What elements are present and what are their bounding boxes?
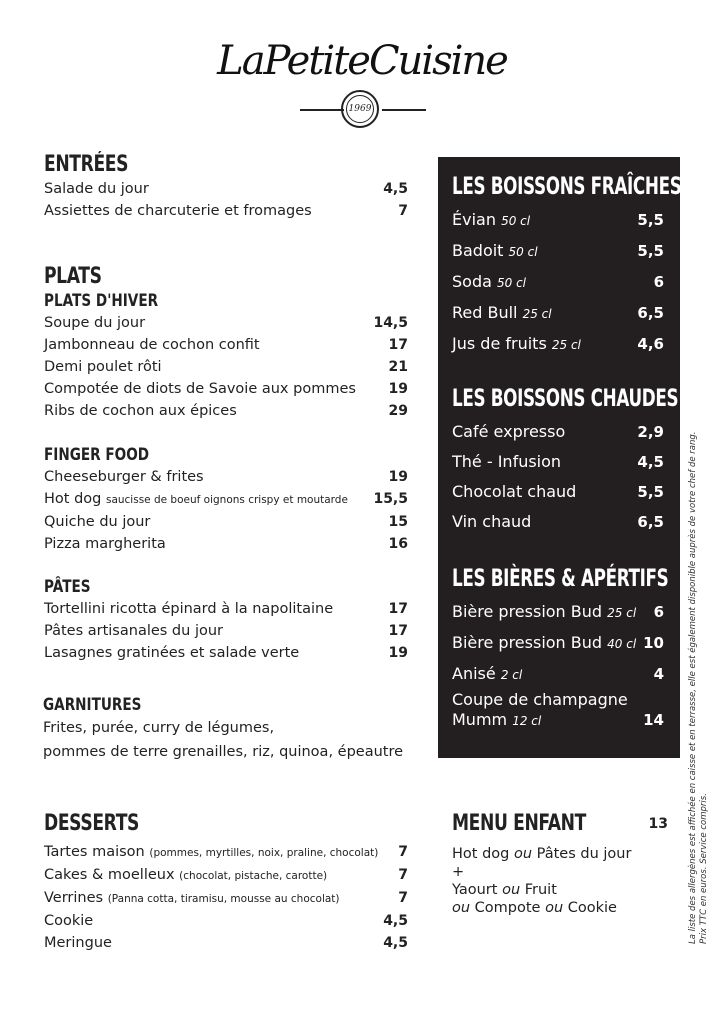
item-note: 25 cl [607, 606, 637, 620]
item-label [44, 533, 166, 555]
section-title-wrap [44, 811, 408, 837]
section-title: GARNITURES [43, 695, 142, 715]
item-label [452, 267, 526, 298]
item-label [452, 597, 636, 628]
item-name: Tartes maison [44, 844, 145, 860]
section-desserts [44, 811, 408, 954]
menu-item [44, 178, 408, 200]
item-label [44, 378, 356, 400]
item-note: (pommes, myrtilles, noix, praline, chocolat) [149, 847, 379, 859]
item-price: 4 [653, 665, 664, 683]
menu-item [452, 477, 664, 507]
section-boissons-chaudes [452, 384, 679, 537]
item-name: Assiettes de charcuterie et fromages [44, 203, 312, 219]
item-price: 14 [643, 711, 664, 729]
section-finger-food [44, 444, 408, 555]
menu-item [44, 598, 408, 620]
item-label [44, 488, 348, 511]
item-label [44, 334, 260, 356]
item-price: 4,5 [383, 935, 408, 951]
item-price: 21 [388, 359, 408, 375]
item-price: 6 [653, 603, 664, 621]
item-name: Tortellini ricotta épinard à la napolitaine [44, 601, 334, 617]
item-price: 14,5 [373, 315, 408, 331]
item-label [452, 447, 561, 476]
item-price: 4,6 [637, 335, 664, 353]
section-pates [44, 576, 408, 664]
or-text: ou [452, 900, 471, 916]
menu-item [44, 620, 408, 642]
section-title: MENU ENFANT [452, 811, 586, 836]
item-price: 16 [388, 536, 408, 552]
garnitures-text: pommes de terre grenailles, riz, quinoa, épeautre [43, 744, 404, 760]
item-price: 4,5 [383, 913, 408, 929]
menu-item [44, 200, 408, 222]
menu-item [44, 334, 408, 356]
or-text: ou [545, 900, 564, 916]
item-label [452, 417, 565, 446]
item-note: 50 cl [508, 245, 538, 259]
stamp-year: 1969 [348, 104, 372, 114]
divider [382, 109, 426, 111]
item-name: Red Bull [452, 303, 518, 322]
item-label [452, 628, 636, 659]
menu-item [452, 417, 664, 447]
item-price: 15 [388, 514, 408, 530]
item-label [44, 356, 162, 378]
kid-option: Yaourt [452, 882, 498, 898]
menu-item [44, 488, 408, 511]
item-name: Coupe de champagne [452, 690, 628, 709]
item-price: 19 [388, 645, 408, 661]
item-price: 7 [398, 203, 408, 219]
menu-item [44, 533, 408, 555]
item-name: Mumm [452, 710, 508, 729]
allergen-notice [688, 432, 710, 944]
item-name: Verrines [44, 890, 104, 906]
section-subtitle-wrap [44, 290, 408, 312]
or-text: ou [502, 882, 521, 898]
section-bieres [452, 564, 669, 690]
item-price: 19 [388, 381, 408, 397]
menu-item [452, 628, 664, 659]
item-price: 5,5 [637, 211, 664, 229]
item-label [44, 178, 149, 200]
item-price: 10 [643, 634, 664, 652]
item-label [44, 620, 223, 642]
item-label [44, 312, 145, 334]
menu-item [452, 298, 664, 329]
plus-text: + [452, 864, 465, 880]
divider [300, 109, 344, 111]
menu-item [452, 659, 664, 690]
item-note: 50 cl [497, 276, 527, 290]
item-name: Bière pression Bud [452, 633, 603, 652]
kid-option: Hot dog [452, 846, 510, 862]
section-title-wrap [44, 264, 408, 290]
item-name: Cookie [44, 913, 94, 929]
item-label [44, 841, 378, 864]
item-price: 13 [648, 816, 668, 832]
item-label [44, 466, 204, 488]
or-text: ou [513, 846, 533, 862]
section-title: DESSERTS [44, 811, 140, 836]
section-subtitle-wrap [44, 576, 408, 598]
item-note: 25 cl [522, 307, 552, 321]
section-menu-enfant [452, 811, 668, 917]
menu-item [44, 910, 408, 932]
section-title: LES BOISSONS CHAUDES [452, 384, 679, 412]
menu-item [44, 841, 408, 864]
item-label [452, 477, 576, 506]
item-price: 17 [388, 601, 408, 617]
item-price: 17 [388, 623, 408, 639]
section-title: LES BOISSONS FRAÎCHES [452, 172, 682, 200]
section-title-wrap [452, 384, 679, 412]
item-label [44, 200, 312, 222]
item-name: Quiche du jour [44, 514, 151, 530]
item-label [44, 932, 112, 954]
item-price: 6,5 [637, 304, 664, 322]
section-title-wrap [44, 152, 408, 178]
menu-item [44, 887, 408, 910]
item-name: Cakes & moelleux [44, 867, 175, 883]
item-name: Soda [452, 272, 492, 291]
menu-item [44, 511, 408, 533]
item-note: (chocolat, pistache, carotte) [179, 870, 328, 882]
item-label [452, 298, 552, 329]
item-price: 29 [388, 403, 408, 419]
item-label [44, 511, 150, 533]
section-plats [44, 264, 408, 422]
menu-item [44, 378, 408, 400]
item-note: (Panna cotta, tiramisu, mousse au chocolat) [107, 893, 340, 905]
section-entrees [44, 152, 408, 222]
menu-item [44, 642, 408, 664]
item-name: Bière pression Bud [452, 602, 603, 621]
item-name: Anisé [452, 664, 496, 683]
item-name: Salade du jour [44, 181, 149, 197]
item-label [452, 329, 581, 360]
item-name: Hot dog [44, 491, 102, 507]
item-name: Café expresso [452, 422, 566, 441]
item-name: Meringue [44, 935, 112, 951]
item-label [452, 507, 531, 536]
menu-item [452, 690, 664, 731]
item-name: Thé - Infusion [452, 452, 562, 471]
section-subtitle-wrap [44, 444, 408, 466]
item-label [44, 642, 299, 664]
section-subtitle: PÂTES [44, 577, 91, 597]
item-price: 15,5 [373, 491, 408, 507]
kid-option: Cookie [567, 900, 617, 916]
item-name: Compotée de diots de Savoie aux pommes [44, 381, 356, 397]
section-title: ENTRÉES [44, 152, 129, 177]
menu-item [452, 236, 664, 267]
section-title: PLATS [44, 264, 102, 289]
item-note: saucisse de boeuf oignons crispy et moutarde [105, 494, 348, 506]
item-label [44, 910, 93, 932]
section-title: LES BIÈRES & APÉRTIFS [452, 564, 669, 592]
kid-option: Compote [474, 900, 541, 916]
kid-option: Pâtes du jour [536, 846, 632, 862]
item-price: 6,5 [637, 513, 664, 531]
section-garnitures [43, 694, 407, 764]
stamp-logo [341, 90, 379, 128]
notice-line: La liste des allergènes est affichée en caisse et en terrasse, elle est également disponible auprès de votre chef de rang. [688, 431, 698, 944]
menu-item [44, 932, 408, 954]
logo: LaPetiteCuisine [217, 38, 507, 84]
item-name: Cheeseburger & frites [44, 469, 204, 485]
item-name: Badoit [452, 241, 504, 260]
item-name: Évian [452, 210, 496, 229]
notice-line: Prix TTC en euros. Service compris. [699, 793, 709, 944]
menu-item [44, 466, 408, 488]
item-name: Pâtes artisanales du jour [44, 623, 223, 639]
section-title-wrap [452, 172, 682, 200]
item-price: 6 [653, 273, 664, 291]
menu-item [452, 597, 664, 628]
item-label [452, 659, 522, 690]
item-name: Pizza margherita [44, 536, 166, 552]
menu-item [452, 329, 664, 360]
item-note: 2 cl [500, 668, 523, 682]
item-price: 2,9 [637, 423, 664, 441]
menu-item [452, 507, 664, 537]
item-name: Jambonneau de cochon confit [44, 337, 260, 353]
item-note: 12 cl [512, 714, 542, 728]
item-note: 40 cl [607, 637, 637, 651]
item-price: 7 [398, 890, 408, 906]
item-price: 4,5 [637, 453, 664, 471]
section-title-wrap [452, 564, 669, 592]
item-price: 7 [398, 867, 408, 883]
menu-item [44, 864, 408, 887]
item-name: Ribs de cochon aux épices [44, 403, 237, 419]
section-subtitle: FINGER FOOD [44, 445, 150, 465]
item-name: Chocolat chaud [452, 482, 577, 501]
item-label [44, 887, 340, 910]
menu-item [44, 356, 408, 378]
item-price: 19 [388, 469, 408, 485]
kid-option: Fruit [524, 882, 557, 898]
item-label [44, 864, 327, 887]
menu-item [452, 267, 664, 298]
item-label [452, 205, 530, 236]
item-price: 5,5 [637, 483, 664, 501]
item-note: 25 cl [551, 338, 581, 352]
menu-item [452, 205, 664, 236]
item-label [452, 236, 538, 267]
item-price: 5,5 [637, 242, 664, 260]
item-price: 7 [398, 844, 408, 860]
item-name: Demi poulet rôti [44, 359, 162, 375]
menu-item [44, 312, 408, 334]
item-name: Soupe du jour [44, 315, 146, 331]
item-name: Lasagnes gratinées et salade verte [44, 645, 300, 661]
item-label [44, 598, 333, 620]
section-boissons-fraiches [452, 172, 682, 360]
item-price: 17 [388, 337, 408, 353]
section-subtitle: PLATS D'HIVER [44, 291, 159, 311]
garnitures-text: Frites, purée, curry de légumes, [43, 720, 275, 736]
menu-item [452, 447, 664, 477]
item-price: 4,5 [383, 181, 408, 197]
menu-item [44, 400, 408, 422]
item-note: 50 cl [501, 214, 531, 228]
item-label [44, 400, 237, 422]
item-name: Jus de fruits [452, 334, 547, 353]
item-name: Vin chaud [452, 512, 532, 531]
